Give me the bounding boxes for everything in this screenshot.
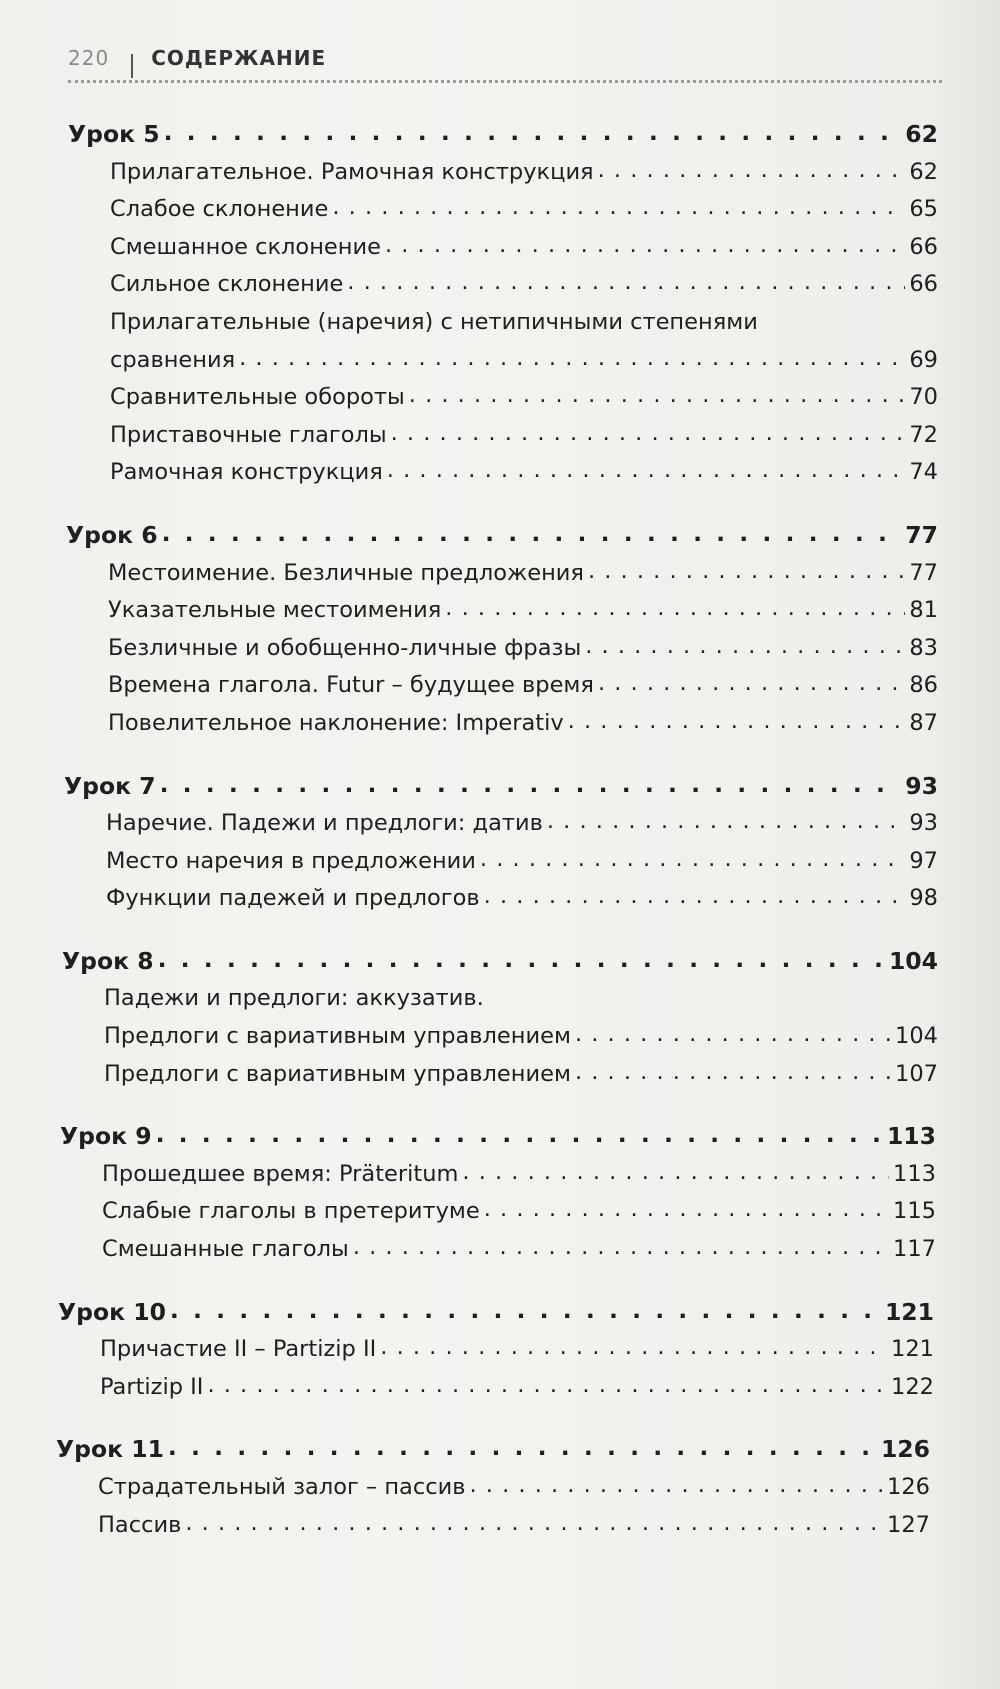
toc-entry[interactable]: [0, 229, 1000, 267]
entry-page-number: 115: [893, 1198, 936, 1225]
entry-page-number: 72: [909, 421, 938, 448]
entry-page-number: 70: [909, 384, 938, 411]
toc-entry[interactable]: [0, 705, 1000, 743]
entry-page-number: 104: [895, 1023, 938, 1050]
toc-lesson-heading[interactable]: [0, 1294, 1000, 1332]
entry-title: Предлоги с вариативным управлением: [104, 1060, 571, 1087]
dot-leader: [598, 665, 905, 703]
dot-leader: [332, 189, 905, 227]
dot-leader: [207, 1367, 887, 1405]
toc-lesson-heading[interactable]: [0, 1431, 1000, 1469]
toc-entry[interactable]: [0, 1231, 1000, 1269]
toc-entry[interactable]: [0, 454, 1000, 492]
entry-page-number: 74: [909, 459, 938, 486]
dot-leader: [391, 415, 906, 453]
entry-title: Функции падежей и предлогов: [106, 885, 480, 912]
lesson-block: [0, 943, 1000, 1093]
entry-page-number: 98: [909, 885, 938, 912]
toc-entry[interactable]: [0, 1056, 1000, 1094]
dot-leader: [162, 515, 902, 553]
toc-entry[interactable]: [0, 1369, 1000, 1407]
lesson-page-number: 126: [880, 1435, 930, 1464]
entry-title: Указательные местоимения: [108, 597, 442, 624]
entry-page-number: 122: [891, 1373, 934, 1400]
dot-leader: [380, 1329, 887, 1367]
entry-page-number: 127: [887, 1511, 930, 1538]
entry-title: Сильное склонение: [110, 271, 344, 298]
toc-entry[interactable]: [0, 379, 1000, 417]
entry-page-number: 62: [909, 158, 938, 185]
lesson-title: Урок 7: [64, 771, 156, 800]
lesson-block: [0, 1431, 1000, 1544]
lesson-page-number: 121: [884, 1297, 934, 1326]
entry-title: сравнения: [110, 346, 236, 373]
dot-leader: [385, 227, 905, 265]
entry-title: Место наречия в предложении: [106, 847, 476, 874]
dot-leader: [462, 1154, 889, 1192]
entry-page-number: 87: [909, 709, 938, 736]
toc-entry[interactable]: [0, 417, 1000, 455]
entry-page-number: 83: [909, 634, 938, 661]
dot-leader: [164, 114, 902, 152]
toc-entry[interactable]: [0, 667, 1000, 705]
entry-title: Смешанные глаголы: [102, 1236, 349, 1263]
toc-lesson-heading[interactable]: [0, 1118, 1000, 1156]
entry-title: Приставочные глаголы: [110, 421, 387, 448]
entry-title: Прошедшее время: Präteritum: [102, 1160, 459, 1187]
entry-page-number: 66: [909, 271, 938, 298]
lesson-block: [0, 116, 1000, 492]
dot-leader: [480, 841, 905, 879]
dot-leader: [484, 878, 906, 916]
page-number: 220: [68, 46, 110, 70]
toc-entry[interactable]: [0, 154, 1000, 192]
table-of-contents: [0, 116, 1000, 1569]
dot-leader: [484, 1191, 889, 1229]
dot-leader: [547, 803, 905, 841]
entry-page-number: 65: [909, 196, 938, 223]
entry-page-number: 77: [909, 559, 938, 586]
entry-page-number: 126: [887, 1474, 930, 1500]
toc-entry[interactable]: [0, 1507, 1000, 1545]
toc-entry[interactable]: [0, 1193, 1000, 1231]
lesson-title: Урок 10: [58, 1297, 166, 1326]
entry-title: Местоимение. Безличные предложения: [108, 559, 584, 586]
entry-page-number: 117: [893, 1236, 936, 1263]
toc-entry[interactable]: [0, 191, 1000, 229]
dot-leader: [387, 452, 906, 490]
entry-title: Времена глагола. Futur – будущее время: [108, 672, 594, 699]
toc-entry[interactable]: [0, 1156, 1000, 1194]
entry-page-number: 97: [909, 847, 938, 874]
entry-page-number: 121: [891, 1336, 934, 1363]
entry-page-number: 107: [895, 1060, 938, 1087]
dot-leader: [170, 1292, 881, 1330]
lesson-page-number: 62: [905, 120, 938, 148]
header-separator: [131, 54, 133, 78]
toc-entry[interactable]: [0, 843, 1000, 881]
entry-title-line1: Прилагательные (наречия) с нетипичными степенями: [110, 308, 758, 335]
toc-entry-first-line[interactable]: [0, 304, 1000, 342]
dot-leader: [469, 1467, 883, 1505]
toc-lesson-heading[interactable]: [0, 517, 1000, 555]
entry-title: Повелительное наклонение: Imperativ: [108, 709, 564, 736]
lesson-title: Урок 5: [68, 120, 160, 148]
entry-page-number: 86: [909, 672, 938, 699]
entry-page-number: 66: [909, 233, 938, 260]
entry-page-number: 81: [909, 597, 938, 624]
toc-lesson-heading[interactable]: [0, 768, 1000, 806]
dot-leader: [168, 1429, 877, 1467]
entry-title: Partizip II: [100, 1373, 204, 1400]
dot-leader: [585, 628, 905, 666]
lesson-page-number: 104: [888, 946, 938, 975]
entry-title: Прилагательное. Рамочная конструкция: [110, 158, 594, 185]
toc-entry[interactable]: [0, 805, 1000, 843]
toc-entry[interactable]: [0, 1331, 1000, 1369]
lesson-page-number: 113: [886, 1122, 936, 1151]
entry-title: Наречие. Падежи и предлоги: датив: [106, 810, 543, 837]
dot-leader: [347, 264, 905, 302]
lesson-block: [0, 1118, 1000, 1268]
toc-entry[interactable]: [0, 630, 1000, 668]
entry-page-number: 93: [909, 810, 938, 837]
dot-leader: [575, 1016, 891, 1054]
lesson-title: Урок 9: [60, 1122, 152, 1151]
entry-title: Сравнительные обороты: [110, 384, 405, 411]
dot-leader: [588, 553, 905, 591]
toc-lesson-heading[interactable]: [0, 943, 1000, 981]
entry-title-line1: Падежи и предлоги: аккузатив.: [104, 985, 484, 1012]
toc-entry[interactable]: [0, 555, 1000, 593]
lesson-block: [0, 517, 1000, 743]
dot-leader: [409, 377, 906, 415]
lesson-page-number: 93: [905, 771, 938, 800]
lesson-title: Урок 8: [62, 946, 154, 975]
dot-leader: [568, 703, 906, 741]
dot-leader: [156, 1116, 883, 1154]
entry-title: Смешанное склонение: [110, 233, 381, 260]
toc-entry[interactable]: [0, 1469, 1000, 1507]
entry-title: Рамочная конструкция: [110, 459, 383, 486]
entry-page-number: 69: [909, 346, 938, 373]
lesson-title: Урок 6: [66, 520, 158, 549]
dot-leader: [185, 1505, 883, 1543]
toc-entry[interactable]: [0, 592, 1000, 630]
entry-title: Страдательный залог – пассив: [98, 1474, 466, 1500]
dot-leader: [598, 152, 906, 190]
entry-title: Безличные и обобщенно-личные фразы: [108, 634, 582, 661]
dot-leader: [445, 590, 905, 628]
toc-entry[interactable]: [0, 266, 1000, 304]
entry-title: Слабые глаголы в претеритуме: [102, 1198, 480, 1225]
entry-page-number: 113: [893, 1160, 936, 1187]
toc-entry[interactable]: [0, 880, 1000, 918]
toc-entry-first-line[interactable]: [0, 980, 1000, 1018]
entry-title: Пассив: [98, 1511, 182, 1538]
entry-title: Причастие II – Partizip II: [100, 1336, 377, 1363]
dot-leader: [575, 1054, 891, 1092]
dot-leader: [239, 340, 905, 378]
entry-title: Предлоги с вариативным управлением: [104, 1023, 571, 1050]
lesson-block: [0, 1294, 1000, 1407]
toc-entry[interactable]: [0, 342, 1000, 380]
lesson-block: [0, 768, 1000, 918]
dot-leader: [158, 941, 885, 979]
section-title: СОДЕРЖАНИЕ: [151, 46, 327, 70]
lesson-title: Урок 11: [56, 1435, 164, 1464]
dot-leader: [160, 766, 902, 804]
toc-entry[interactable]: [0, 1018, 1000, 1056]
lesson-page-number: 77: [905, 520, 938, 549]
header-dotted-rule: [68, 80, 942, 83]
dot-leader: [353, 1229, 889, 1267]
entry-title: Слабое склонение: [110, 196, 329, 223]
toc-lesson-heading[interactable]: [0, 116, 1000, 154]
